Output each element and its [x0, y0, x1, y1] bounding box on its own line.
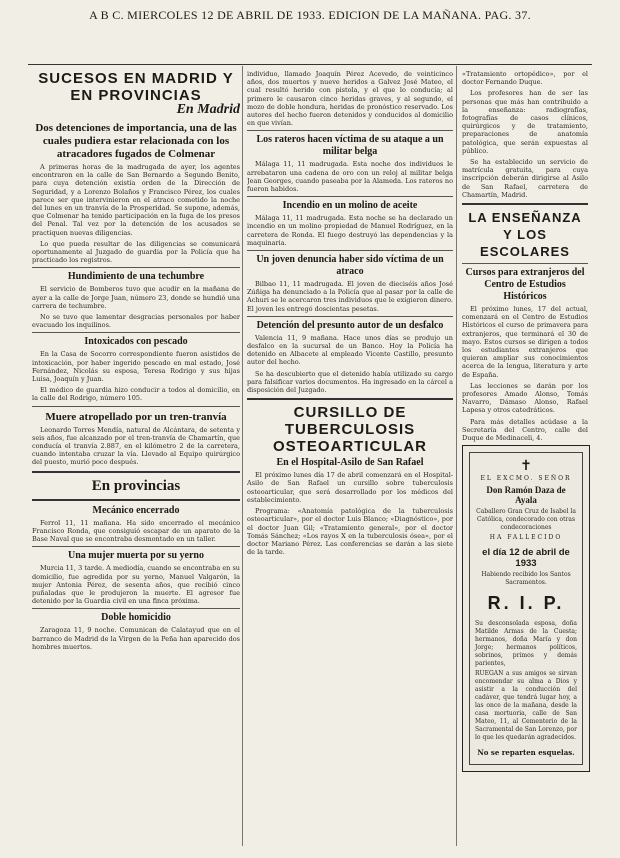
separator [32, 546, 240, 547]
obituary-frame [469, 452, 583, 765]
article-body: Murcia 11, 3 tarde. A mediodía, cuando se encontraba en su domicilio, fue agredida por su yerno, Manuel Valgarón, la mujer Antonia Pérez, de sesenta años, que recibió cinco puñaladas que le produjeron la muerte. El agresor fue detenido por la Guardia civil en una finca próxima. [32, 564, 240, 606]
article-body: Se ha establecido un servicio de matrícula gratuita, para cuya inscripción deberán dirigirse al Asilo de San Rafael, carretera de Chamartín, Madrid. [462, 158, 588, 199]
separator [462, 263, 588, 264]
obituary-family: Su desconsolada esposa, doña Matilde Armas de la Cuesta; hermanos, doña María y don Jorge; hermanos políticos, sobrinos, primos y demás parientes, [475, 620, 577, 667]
column-1 [32, 70, 240, 654]
subhead-hospital: En el Hospital-Asilo de San Rafael [276, 457, 424, 469]
headline-joven-atraco: Un joven denuncia haber sido víctima de un atraco [256, 254, 444, 278]
rip-text: R. I. P. [487, 593, 565, 613]
separator [247, 398, 453, 400]
separator [32, 499, 240, 501]
column-2 [247, 70, 453, 559]
headline-atropellado: Muere atropellado por un tren-tranvía [45, 410, 227, 423]
obituary-no-invite: No se reparten esquelas. [477, 748, 575, 757]
article-body: «Tratamiento ortopédico», por el doctor Fernando Duque. [462, 70, 588, 87]
article-body: El próximo lunes día 17 de abril comenzará en el Hospital-Asilo de San Rafael un cursillo sobre tuberculosis osteoarticular, que será desarrollado por los médicos del establecimiento. [247, 471, 453, 504]
lead-headline: Dos detenciones de importancia, una de las cuales pudiera estar relacionada con los atracadores fugados de Colmenar [35, 122, 237, 160]
section-title-cursillo: CURSILLO DE TUBERCULOSIS OSTEOARTICULAR [273, 404, 427, 456]
subsection-en-madrid: En Madrid [176, 102, 240, 117]
death-date: el día 12 de abril de 1933 [482, 547, 570, 569]
separator [247, 130, 453, 131]
subsection-en-provincias: En provincias [91, 477, 181, 494]
article-body: Valencia 11, 9 mañana. Hace unos días se produjo un desfalco en la sucursal de un Banco. Hoy la Policía ha detenido en Albacete al empleado Vicente Castillo, presunto autor del hecho. [247, 333, 453, 367]
headline-doble-homicidio: Doble homicidio [101, 612, 171, 624]
column-3 [462, 70, 588, 442]
article-body: Se ha descubierto que el detenido había utilizado su cargo para falsificar varios documentos. Ha ingresado en la cárcel a disposición del Juzgado. [247, 369, 453, 395]
column-rule-1 [242, 66, 243, 846]
separator [462, 203, 588, 205]
article-body: El médico de guardia hizo conducir a todos al domicilio, en la calle del Rodrigo, número 105. [32, 386, 240, 403]
column-rule-2 [456, 66, 457, 846]
headline-mecanico: Mecánico encerrado [92, 504, 180, 516]
separator [32, 406, 240, 407]
obituary-notice [462, 445, 590, 772]
separator [247, 250, 453, 251]
cross-icon: ✝ [520, 458, 532, 474]
headline-incendio: Incendio en un molino de aceite [282, 200, 418, 212]
article-body: El servicio de Bomberos tuvo que acudir en la mañana de ayer a la calle de Jorge Juan, número 23, donde se hundió una carrera de techumbre. [32, 285, 240, 310]
article-body: Leonardo Torres Mendía, natural de Alcántara, de setenta y seis años, fue alcanzado por el tren-tranvía de Chamartín, que conducía el tranvía 2.887, en el kilómetro 2 de la carretera, cuando intentaba cruzar la vía. Llevado al Equipo quirúrgico del puesto, murió poco después. [32, 425, 240, 467]
article-body: En la Casa de Socorro correspondiente fueron asistidos de intoxicación, por haber ingerido pescado en mal estado, José Fernández, Nicolás su esposa, Teresa Rodrigo y sus hijas Luisa, Joaquín y Juan. [32, 350, 240, 384]
obituary-request: RUEGAN a sus amigos se sirvan encomendar su alma a Dios y asistir a la conducción del cadáver, que tendrá lugar hoy, a las once de la mañana, desde la casa mortuoria, calle de San Mateo, 11, al Cementerio de la Sacramental de San Lorenzo, por lo que les quedarán agradecidos. [475, 670, 577, 741]
article-body: El próximo lunes, 17 del actual, comenzará en el Centro de Estudios Históricos el curso de primavera para extranjeros, que terminará el 30 de mayo. Estos cursos se dirigen a todos los estudiantes extranjeros que quieran ampliar sus conocimientos acerca de la lengua, literatura y arte de España. [462, 305, 588, 379]
article-body: A primeras horas de la madrugada de ayer, los agentes encontraron en la calle de San Bernardo a Segundo Benito, para cuya detención existía orden de la Dirección de Seguridad, y a Lorenzo Bolaños y Francisco Pérez, los cuales parece ser que intervinieron en el atraco cometido la noche del lunes en un tranvía de la Prosperidad. Se supone, además, que Colmenar ha tenido participación en la fuga de los presos del Penal. Tal vez por la detención de los acusados se practiquen nuevas diligencias. [32, 163, 240, 237]
section-title-ensenanza: LA ENSEÑANZA Y LOS ESCOLARES [468, 210, 582, 260]
separator [247, 316, 453, 317]
headline-rateros: Los rateros hacen víctima de su ataque a un militar belga [256, 134, 444, 158]
section-title-sucesos: SUCESOS EN MADRID Y EN PROVINCIAS [38, 70, 234, 104]
article-body: Málaga 11, 11 madrugada. Esta noche dos individuos le arrebataron una cadena de oro con un reloj al militar belga Jean Georges, cuando paseaba por la Alameda. Los rateros no fueron habidos. [247, 160, 453, 194]
article-body: Málaga 11, 11 madrugada. Esta noche se ha declarado un incendio en un molino propiedad de Manuel Rodríguez, en la carretera de Ronda. El fuego destruyó las dependencias y la maquinaria. [247, 214, 453, 247]
article-body: individuo, llamado Joaquín Pérez Acevedo, de veinticinco años, dos muertos y nueve heridos a Galvez José Mateo, el cual resultó herido con pistola, y el que lo conducía; al primero le causaron cinco heridas graves, y al segundo, el mozo de doble hondura, heridas de pronóstico reservado. Los autores del hecho fueron detenidos y conducidos al domicilio en que vivían. [247, 70, 453, 128]
article-body: Las lecciones se darán por los profesores Amado Alonso, Tomás Navarro, Dámaso Alonso, Rafael Lapesa y otros catedráticos. [462, 381, 588, 415]
headline-intoxicados: Intoxicados con pescado [84, 336, 188, 348]
headline-mujer-muerta: Una mujer muerta por su yerno [67, 550, 204, 562]
obituary-honors: Caballero Gran Cruz de Isabel la Católica, condecorado con otras condecoraciones [476, 508, 576, 531]
separator [32, 267, 240, 268]
article-body: Lo que pueda resultar de las diligencias se comunicará oportunamente al Juzgado de guardia por la Policía que ha practicado los registros. [32, 239, 240, 265]
headline-hundimiento: Hundimiento de una techumbre [67, 271, 205, 283]
article-body: Los profesores han de ser las personas que más han contribuido a la enseñanza: radiografías, fotografías de casos clínicos, quirúrgicos y de tratamiento, preparaciones de anatomía patológica, que serán expuestas al público. [462, 89, 588, 155]
separator [247, 196, 453, 197]
obituary-fallecio: HA FALLECIDO [489, 534, 563, 541]
obituary-sacraments: Habiendo recibido los Santos Sacramentos. [481, 571, 571, 586]
separator [32, 608, 240, 609]
article-body: Programa: «Anatomía patológica de la tuberculosis osteoarticular», por el doctor Luis Blanco; «Diagnóstico», por el doctor Juan Gil; «Tratamiento general», por el doctor Tomás Sánchez; «Los rayos X en la tuberculosis ósea», por el doctor Mariano Pérez. Las conferencias se darán a las siete de la tarde. [247, 507, 453, 557]
separator [32, 471, 240, 473]
article-body: No se tuvo que lamentar desgracias personales por haber evacuado los inquilinos. [32, 313, 240, 330]
obituary-title: EL EXCMO. SEÑOR [480, 475, 572, 482]
article-body: Para más detalles acúdase a la Secretaría del Centro, calle del Duque de Medinaceli, 4. [462, 417, 588, 442]
running-head: A B C. MIERCOLES 12 DE ABRIL DE 1933. EDICION DE LA MAÑANA. PAG. 37. [89, 8, 531, 22]
top-rule [28, 64, 592, 65]
article-body: Bilbao 11, 11 madrugada. El joven de dieciséis años José Zúñiga ha denunciado a la Policía que al pasar por la calle de Achuri se le acercaron tres individuos que le exigieron dinero. El joven les entregó doscientas pesetas. [247, 280, 453, 313]
article-body: Ferrol 11, 11 mañana. Ha sido encerrado el mecánico Francisco Ronda, que consiguió escapar de un aparato de la Base Naval que se encontraba desmontado en un taller. [32, 518, 240, 544]
deceased-name: Don Ramón Daza de Ayala [486, 485, 566, 505]
headline-cursos-extranjeros: Cursos para extranjeros del Centro de Estudios Históricos [465, 267, 585, 303]
separator [32, 332, 240, 333]
article-body: Zaragoza 11, 9 noche. Comunican de Calatayud que en el barranco de Madrid de la Virgen de la Peña han aparecido dos hombres muertos. [32, 626, 240, 651]
headline-desfalco: Detención del presunto autor de un desfalco [256, 319, 444, 331]
